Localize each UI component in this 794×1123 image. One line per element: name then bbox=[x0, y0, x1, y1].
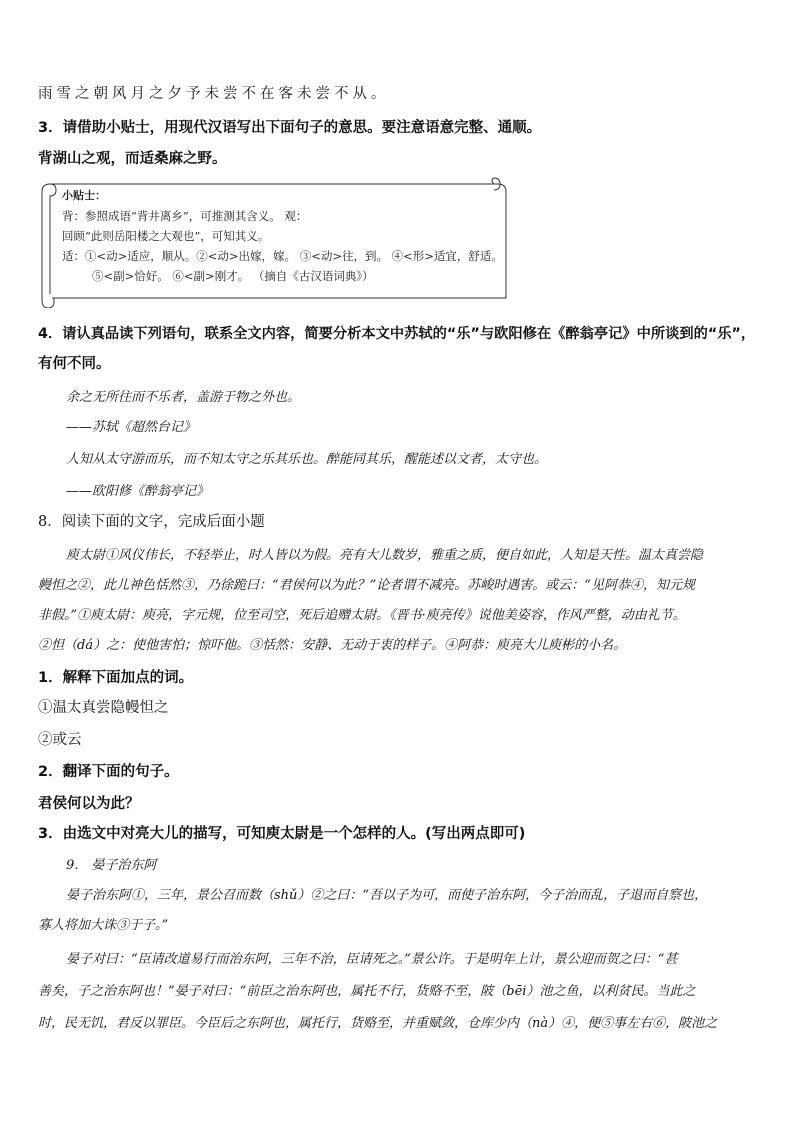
section-9-passage: 寡人将加大诛③于子。” bbox=[38, 918, 169, 933]
section-8-passage: 非假。”①庾太尉：庾亮，字元规，位至司空，死后追赠太尉。《晋书·庾亮传》说他美姿容，作风严整，动由礼节。 bbox=[38, 608, 686, 623]
section-8-question-1b: ②或云 bbox=[38, 732, 82, 748]
tips-line: 背：参照成语“背井离乡”，可推测其含义。 观： bbox=[62, 209, 308, 223]
section-8-passage: 幔怛之②，此儿神色恬然③，乃徐跪曰：“君侯何以为此？”论者谓不减亮。苏峻时遇害。或云：“见阿恭④，知元规 bbox=[38, 578, 695, 593]
section-9-passage: 晏子治东阿①，三年，景公召而数（shǔ）②之曰：“吾以子为可，而使子治东阿，今子治而乱，子退而自察也， bbox=[66, 888, 708, 903]
question-4-continued: 有何不同。 bbox=[38, 356, 111, 372]
section-9-heading: 9． 晏子治东阿 bbox=[66, 858, 157, 873]
quote-1-source: ——苏轼《超然台记》 bbox=[66, 420, 197, 435]
section-8-question-1a: ①温太真尝隐幔怛之 bbox=[38, 700, 169, 716]
passage-last-line: 雨雪之朝风月之夕予未尝不在客未尝不从。 bbox=[38, 86, 390, 102]
question-4: 4．请认真品读下列语句，联系全文内容，简要分析本文中苏轼的“乐”与欧阳修在《醉翁亭记》中所谈到的“乐”， bbox=[38, 326, 756, 342]
tips-line: ⑤<副>恰好。 ⑥<副>刚才。 （摘自《古汉语词典》） bbox=[92, 269, 374, 283]
tips-scroll-box bbox=[38, 176, 508, 308]
tips-title: 小贴士： bbox=[62, 189, 106, 202]
tips-content bbox=[62, 186, 503, 286]
quote-2-source: ——欧阳修《醉翁亭记》 bbox=[66, 484, 210, 499]
question-3-sentence: 背湖山之观，而适桑麻之野。 bbox=[38, 151, 227, 167]
section-8-question-3: 3．由选文中对亮大儿的描写，可知庾太尉是一个怎样的人。(写出两点即可) bbox=[38, 826, 526, 842]
section-9-passage: 善矣，子之治东阿也！”晏子对曰：“前臣之治东阿也，属托不行，货赂不至，陂（bēi）池之鱼，以利贫民。当此之 bbox=[38, 984, 696, 999]
section-8-notes: ②怛（dá）之：使他害怕；惊吓他。③恬然：安静、无动于衷的样子。④阿恭：庾亮大儿庾彬的小名。 bbox=[38, 638, 627, 653]
tips-line: 回顾“此则岳阳楼之大观也”，可知其义。 bbox=[62, 229, 270, 243]
tips-line: 适：①<动>适应，顺从。②<动>出嫁，嫁。 ③<动>往，到。 ④<形>适宜，舒适。 bbox=[62, 249, 503, 263]
quote-1: 余之无所往而不乐者，盖游于物之外也。 bbox=[66, 390, 301, 405]
section-9-passage: 时，民无饥，君反以罪臣。今臣后之东阿也，属托行，货赂至，并重赋敛，仓库少内（nà）④，便⑤事左右⑥，陂池之 bbox=[38, 1016, 718, 1031]
section-9-passage: 晏子对曰：“臣请改道易行而治东阿，三年不治，臣请死之。”景公许。于是明年上计，景公迎而贺之曰：“甚 bbox=[66, 952, 678, 967]
section-8-heading: 8．阅读下面的文字，完成后面小题 bbox=[38, 514, 265, 530]
section-8-question-2: 2．翻译下面的句子。 bbox=[38, 764, 179, 780]
question-3: 3．请借助小贴士，用现代汉语写出下面句子的意思。要注意语意完整、通顺。 bbox=[38, 120, 542, 136]
section-8-passage: 庾太尉①风仪伟长，不轻举止，时人皆以为假。亮有大儿数岁，雅重之质，便自如此，人知是天性。温太真尝隐 bbox=[66, 548, 704, 563]
section-8-question-1: 1．解释下面加点的词。 bbox=[38, 670, 194, 686]
quote-2: 人知从太守游而乐，而不知太守之乐其乐也。醉能同其乐，醒能述以文者，太守也。 bbox=[66, 452, 548, 467]
section-8-question-2a: 君侯何以为此？ bbox=[38, 796, 140, 812]
